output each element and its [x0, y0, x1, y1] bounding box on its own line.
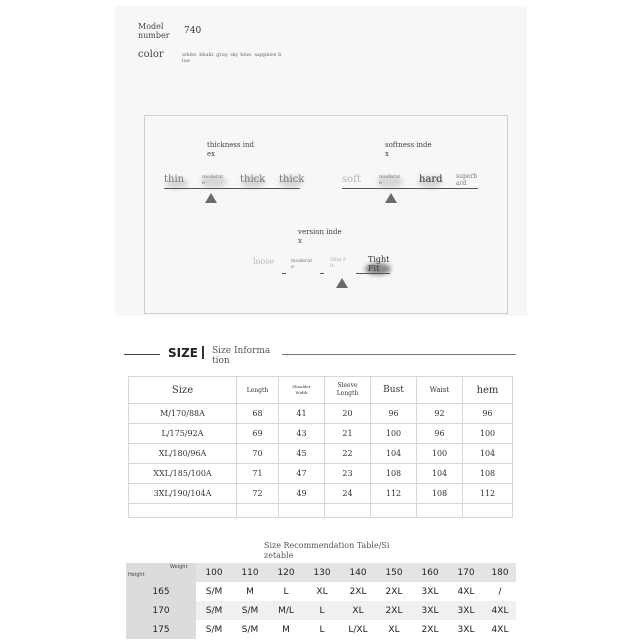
cell: 20 [325, 404, 371, 424]
cell: 43 [279, 424, 325, 444]
cell: 22 [325, 444, 371, 464]
version-scale-line [356, 273, 390, 274]
cell: 4XL [484, 601, 516, 620]
sleeve-col-header: Sleeve Length [325, 377, 371, 404]
cell: S/M [196, 582, 232, 601]
cell: 71 [237, 464, 279, 484]
length-col-header: Length [237, 377, 279, 404]
weight-header: 130 [304, 563, 340, 582]
thickness-moderate: moderat e [202, 174, 224, 186]
cell: 92 [417, 404, 463, 424]
version-index-title: version inde x [298, 228, 342, 245]
cell: 3XL/190/104A [129, 484, 237, 504]
softness-scale-line [342, 188, 478, 189]
cell: 3XL [448, 620, 484, 639]
thickness-scale-line [164, 188, 300, 189]
cell: 108 [371, 464, 417, 484]
cell: 69 [237, 424, 279, 444]
size-header-rule-right [282, 354, 516, 355]
thickness-thick-1: thick [240, 174, 266, 185]
cell: M [268, 620, 304, 639]
cell [129, 504, 237, 518]
cell: L [268, 582, 304, 601]
version-loose: loose [253, 257, 275, 266]
weight-header: 120 [268, 563, 304, 582]
weight-header: 170 [448, 563, 484, 582]
cell: 4XL [448, 582, 484, 601]
recommendation-title: Size Recommendation Table/Si zetable [264, 541, 390, 560]
cell: S/M [232, 620, 268, 639]
model-number-label: Model number [138, 22, 170, 40]
thickness-indicator-icon [205, 193, 217, 203]
cell: 96 [371, 404, 417, 424]
cell: L/XL [340, 620, 376, 639]
cell: 108 [417, 484, 463, 504]
weight-axis-label: Weight [170, 564, 188, 570]
hem-col-header: hem [463, 377, 513, 404]
cell: S/M [196, 601, 232, 620]
table-row [129, 404, 513, 424]
size-recommendation-table [126, 563, 516, 639]
table-row [129, 464, 513, 484]
cell: 3XL [412, 582, 448, 601]
cell: 104 [371, 444, 417, 464]
table-row [126, 582, 516, 601]
cell: 4XL [484, 620, 516, 639]
bust-col-header: Bust [371, 377, 417, 404]
cell [325, 504, 371, 518]
version-indicator-icon [336, 278, 348, 288]
cell: 2XL [376, 601, 412, 620]
version-scale-tick-2 [320, 273, 324, 274]
cell: 47 [279, 464, 325, 484]
version-moderate: moderat e [291, 258, 313, 270]
cell: M [232, 582, 268, 601]
size-header-rule-left [124, 354, 160, 355]
height-cell: 165 [126, 582, 196, 601]
version-slim-fit: Slim F it [330, 257, 347, 269]
recommendation-header-row [126, 563, 516, 582]
cell: 24 [325, 484, 371, 504]
cell: 49 [279, 484, 325, 504]
version-tight-fit: Tight Fit [368, 255, 390, 273]
cell: 70 [237, 444, 279, 464]
softness-index-title: softness inde x [385, 141, 432, 158]
cell [417, 504, 463, 518]
cell: XL [340, 601, 376, 620]
color-label: color [138, 49, 164, 60]
size-col-header: Size [129, 377, 237, 404]
cell: / [484, 582, 516, 601]
table-row [129, 484, 513, 504]
fabric-index-box [144, 115, 508, 314]
weight-header: 150 [376, 563, 412, 582]
size-section-subtitle: Size Informa tion [212, 346, 271, 366]
cell [237, 504, 279, 518]
softness-hard: hard [419, 174, 443, 185]
cell: 96 [463, 404, 513, 424]
cell [463, 504, 513, 518]
cell: 3XL [448, 601, 484, 620]
cell: L/175/92A [129, 424, 237, 444]
softness-superb: superb ard [456, 173, 478, 187]
weight-header: 100 [196, 563, 232, 582]
model-number-value: 740 [184, 26, 202, 36]
cell: 112 [463, 484, 513, 504]
cell: 23 [325, 464, 371, 484]
size-section-divider [202, 346, 204, 359]
cell: XL/180/96A [129, 444, 237, 464]
thickness-thin: thin [164, 174, 185, 185]
weight-header: 110 [232, 563, 268, 582]
corner-cell [126, 563, 196, 582]
table-row [129, 444, 513, 464]
weight-header: 180 [484, 563, 516, 582]
cell: 2XL [412, 620, 448, 639]
height-cell: 170 [126, 601, 196, 620]
weight-header: 160 [412, 563, 448, 582]
cell: 2XL [376, 582, 412, 601]
height-axis-label: Height [128, 572, 145, 578]
weight-header: 140 [340, 563, 376, 582]
cell: 100 [463, 424, 513, 444]
cell: L [304, 601, 340, 620]
size-table-header-row [129, 377, 513, 404]
cell: 104 [463, 444, 513, 464]
cell: 108 [463, 464, 513, 484]
table-row [126, 620, 516, 639]
cell [279, 504, 325, 518]
cell: 100 [371, 424, 417, 444]
cell: S/M [196, 620, 232, 639]
cell: L [304, 620, 340, 639]
cell: 100 [417, 444, 463, 464]
cell: 45 [279, 444, 325, 464]
cell: 104 [417, 464, 463, 484]
table-row-empty [129, 504, 513, 518]
cell: S/M [232, 601, 268, 620]
cell: 72 [237, 484, 279, 504]
cell: XL [304, 582, 340, 601]
table-row [126, 601, 516, 620]
cell: M/L [268, 601, 304, 620]
cell: XXL/185/100A [129, 464, 237, 484]
cell: XL [376, 620, 412, 639]
cell [371, 504, 417, 518]
height-cell: 175 [126, 620, 196, 639]
cell: 21 [325, 424, 371, 444]
softness-moderate: moderat e [379, 174, 401, 186]
thickness-thick-2: thick [279, 174, 305, 185]
waist-col-header: Waist [417, 377, 463, 404]
table-row [129, 424, 513, 444]
thickness-index-title: thickness ind ex [207, 141, 255, 158]
size-section-title: SIZE [168, 346, 199, 360]
softness-indicator-icon [385, 193, 397, 203]
shoulder-col-header: Shoulder Width [279, 377, 325, 404]
cell: 41 [279, 404, 325, 424]
cell: M/170/88A [129, 404, 237, 424]
version-scale-tick-1 [282, 273, 286, 274]
softness-soft: soft [342, 174, 361, 185]
cell: 2XL [340, 582, 376, 601]
size-info-table [128, 376, 513, 518]
cell: 68 [237, 404, 279, 424]
cell: 3XL [412, 601, 448, 620]
cell: 112 [371, 484, 417, 504]
color-value: white, khaki, gray, sky blue, sapphire b lue [182, 52, 282, 64]
cell: 96 [417, 424, 463, 444]
